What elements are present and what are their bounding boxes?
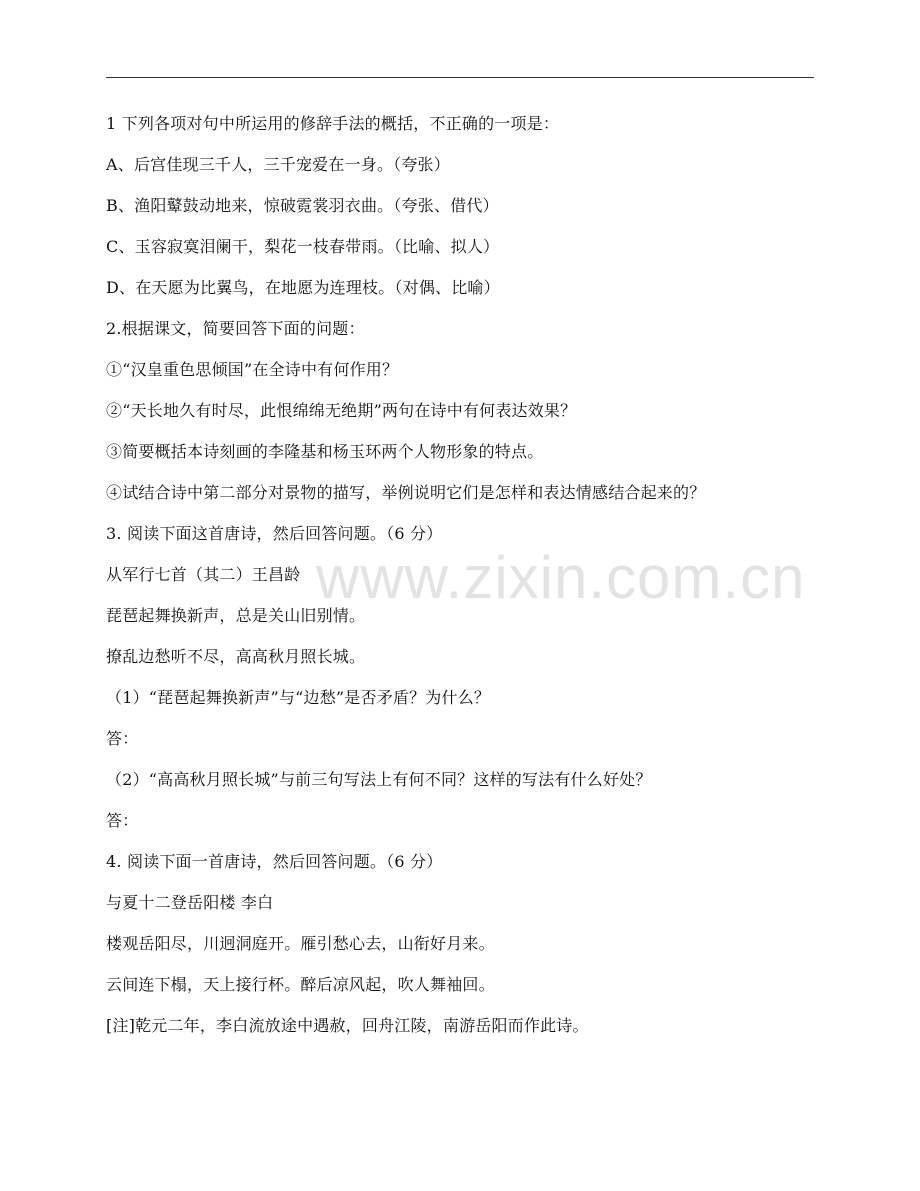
question-2-item-2: ②“天长地久有时尽，此恨绵绵无绝期”两句在诗中有何表达效果？ [106,401,577,420]
poem-1-line-2: 撩乱边愁听不尽，高高秋月照长城。 [106,647,366,666]
question-3-stem: 3. 阅读下面这首唐诗，然后回答问题。（6 分） [106,524,443,543]
question-1-option-c: C、玉容寂寞泪阑干，梨花一枝春带雨。（比喻、拟人） [106,237,500,256]
answer-label: 答： [106,729,139,748]
question-4-stem: 4. 阅读下面一首唐诗，然后回答问题。（6 分） [106,852,443,871]
poem-2-line-1: 楼观岳阳尽，川迥洞庭开。雁引愁心去，山衔好月来。 [106,934,495,953]
poem-1-line-1: 琵琶起舞换新声，总是关山旧别情。 [106,606,366,625]
poem-1-title: 从军行七首（其二）王昌龄 [106,565,301,584]
question-2-stem: 2.根据课文，简要回答下面的问题： [106,319,365,338]
question-1-option-b: B、渔阳鼙鼓动地来，惊破霓裳羽衣曲。（夸张、借代） [106,196,499,215]
question-2-item-1: ①“汉皇重色思倾国”在全诗中有何作用？ [106,360,399,379]
question-3-sub-2: （2）“高高秋月照长城”与前三句写法上有何不同？这样的写法有什么好处？ [106,770,652,789]
poem-2-title: 与夏十二登岳阳楼 李白 [106,893,274,912]
question-1-stem: 1 下列各项对句中所运用的修辞手法的概括，不正确的一项是： [106,114,560,133]
answer-label: 答： [106,811,139,830]
question-2-item-4: ④试结合诗中第二部分对景物的描写，举例说明它们是怎样和表达情感结合起来的？ [106,483,706,502]
question-1-option-a: A、后宫佳现三千人，三千宠爱在一身。（夸张） [106,155,450,174]
header-rule [106,77,814,78]
poem-2-note: [注]乾元二年，李白流放途中遇赦，回舟江陵，南游岳阳而作此诗。 [106,1016,589,1035]
question-2-item-3: ③简要概括本诗刻画的李隆基和杨玉环两个人物形象的特点。 [106,442,544,461]
question-1-option-d: D、在天愿为比翼鸟，在地愿为连理枝。（对偶、比喻） [106,278,500,297]
watermark: www.zixin.com.cn [316,544,806,611]
poem-2-line-2: 云间连下榻，天上接行杯。醉后凉风起，吹人舞袖回。 [106,975,495,994]
question-3-sub-1: （1）“琵琶起舞换新声”与“边愁”是否矛盾？为什么？ [106,688,491,707]
document-body [106,114,816,1057]
